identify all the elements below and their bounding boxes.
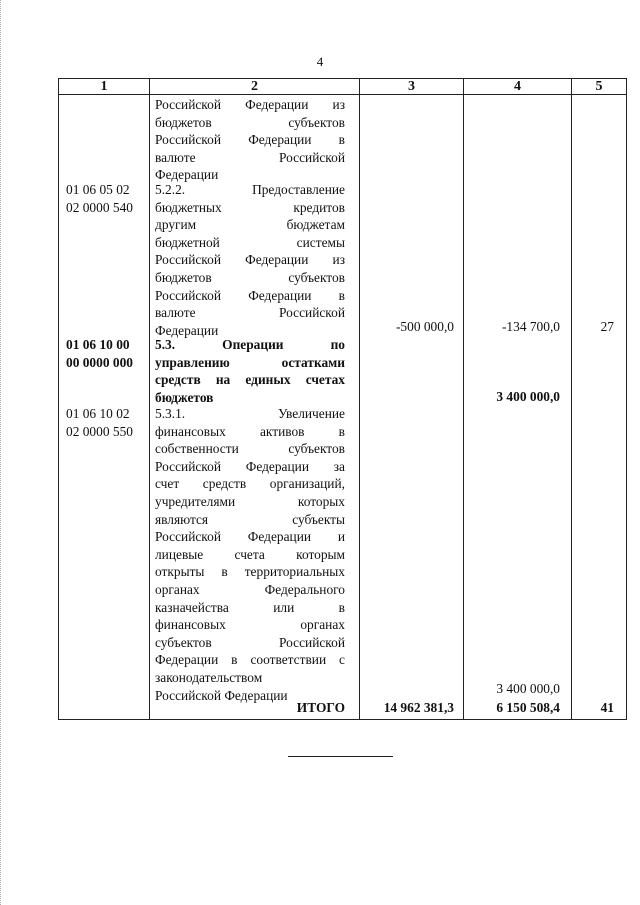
row-3-col4: 3 400 000,0: [496, 681, 560, 696]
row-3-desc-line: являются субъекты: [155, 511, 345, 527]
table-border-right: [626, 94, 627, 720]
row-1-desc-line: валюте Российской: [155, 305, 345, 321]
table-row: [155, 181, 345, 339]
row-3-desc-line: Российской Федерации за: [155, 458, 345, 474]
total-col5: 41: [600, 700, 614, 715]
column-header-1: 1: [59, 79, 150, 94]
column-divider-1: [149, 94, 150, 720]
footer-rule: [288, 756, 393, 757]
row-3-desc-line: финансовых активов в: [155, 423, 345, 439]
code-line: 01 06 10 00: [66, 337, 130, 352]
row-1-desc-line: бюджетных кредитов: [155, 199, 345, 215]
table-row: [155, 336, 345, 406]
row-1-desc-line: Федерации: [155, 322, 219, 338]
code-line: 01 06 10 02: [66, 406, 130, 421]
row-3-desc-line: Российской Федерации: [155, 687, 288, 703]
row-3-desc-line: собственности субъектов: [155, 441, 345, 457]
row-2-desc-line: средств на единых счетах: [155, 372, 345, 388]
column-divider-4: [571, 94, 572, 720]
row-3-desc-line: 5.3.1. Увеличение: [155, 406, 345, 421]
row-1-desc-line: Российской Федерации из: [155, 252, 345, 268]
column-divider-2: [359, 94, 360, 720]
code-line: 00 0000 000: [66, 354, 133, 370]
row-3-code: [66, 405, 144, 440]
row-3-desc-line: Российской Федерации и: [155, 529, 345, 545]
scan-edge: [0, 0, 3, 905]
row-0-desc-line: бюджетов субъектов: [155, 114, 345, 130]
row-2-col4: 3 400 000,0: [496, 389, 560, 404]
row-1-col4: -134 700,0: [501, 319, 560, 334]
row-3-desc-line: Федерации в соответствии с: [155, 652, 345, 668]
row-1-col3: -500 000,0: [395, 319, 454, 334]
table-row: [155, 96, 345, 184]
column-header-2: 2: [150, 79, 360, 94]
row-1-desc-line: 5.2.2. Предоставление: [155, 182, 345, 197]
table-border-bottom: [58, 719, 627, 720]
row-1-desc-line: бюджетов субъектов: [155, 269, 345, 285]
row-3-desc-line: лицевые счета которым: [155, 546, 345, 562]
row-2-desc-line: управлению остатками: [155, 354, 345, 370]
row-3-desc-line: открыты в территориальных: [155, 564, 345, 580]
total-col3: 14 962 381,3: [383, 700, 454, 715]
column-divider-3: [463, 94, 464, 720]
row-1-desc-line: Российской Федерации в: [155, 287, 345, 303]
table-row: [155, 405, 345, 704]
code-line: 02 0000 550: [66, 423, 133, 439]
code-line: 02 0000 540: [66, 199, 133, 215]
column-header-4: 4: [464, 79, 572, 94]
column-header-3: 3: [360, 79, 464, 94]
total-col4: 6 150 508,4: [496, 700, 560, 715]
row-1-code: [66, 181, 144, 216]
row-0-desc-line: валюте Российской: [155, 149, 345, 165]
row-1-col5: 27: [600, 319, 614, 334]
row-3-desc-line: казначейства или в: [155, 599, 345, 615]
row-3-desc-line: учредителями которых: [155, 493, 345, 509]
row-2-desc-line: 5.3. Операции по: [155, 337, 345, 352]
page-number: 4: [316, 54, 324, 69]
row-2-desc-line: бюджетов: [155, 389, 214, 405]
row-0-desc-line: Российской Федерации из: [155, 97, 345, 112]
row-3-desc-line: субъектов Российской: [155, 634, 345, 650]
code-line: 01 06 05 02: [66, 182, 130, 197]
row-3-desc-line: законодательством: [155, 669, 263, 685]
row-1-desc-line: бюджетной системы: [155, 234, 345, 250]
table-header: [58, 78, 627, 95]
column-header-5: 5: [595, 79, 603, 94]
row-0-desc-line: Федерации: [155, 167, 219, 183]
row-3-desc-line: финансовых органах: [155, 617, 345, 633]
row-3-desc-line: органах Федерального: [155, 581, 345, 597]
table-border-left: [58, 94, 59, 720]
row-1-desc-line: другим бюджетам: [155, 217, 345, 233]
total-label: ИТОГО: [296, 700, 345, 715]
row-2-code: [66, 336, 144, 371]
row-0-desc-line: Российской Федерации в: [155, 132, 345, 148]
row-3-desc-line: счет средств организаций,: [155, 476, 345, 492]
